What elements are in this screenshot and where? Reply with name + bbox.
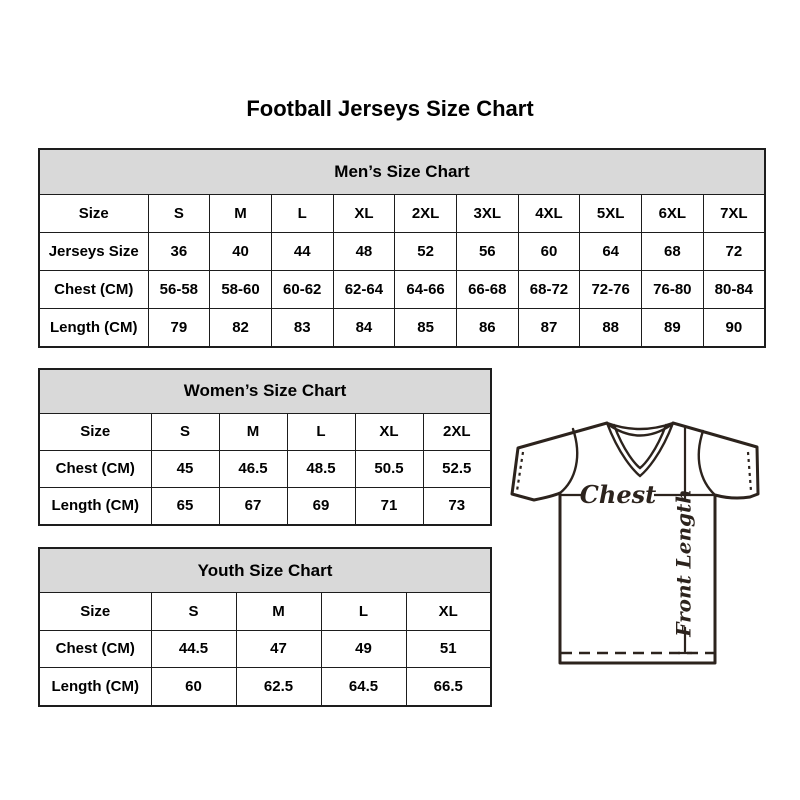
table-title: Men’s Size Chart bbox=[39, 149, 765, 194]
cell-value: 67 bbox=[219, 487, 287, 525]
youth-table bbox=[38, 547, 492, 707]
womens-size-table bbox=[38, 368, 492, 526]
row-label: Chest (CM) bbox=[39, 450, 151, 487]
cell-value: 7XL bbox=[703, 194, 765, 232]
cell-value: 83 bbox=[271, 308, 333, 347]
mens-size-table bbox=[38, 148, 766, 348]
cell-value: 44.5 bbox=[151, 630, 236, 667]
row-label: Chest (CM) bbox=[39, 270, 148, 308]
cell-value: 50.5 bbox=[355, 450, 423, 487]
cell-value: 36 bbox=[148, 232, 210, 270]
cell-value: 87 bbox=[518, 308, 580, 347]
table-title-row bbox=[39, 369, 491, 413]
mens-table bbox=[38, 148, 766, 348]
front-length-measure-label: Front Length bbox=[671, 489, 696, 637]
cell-value: 52 bbox=[395, 232, 457, 270]
cell-value: 72 bbox=[703, 232, 765, 270]
cell-value: 56-58 bbox=[148, 270, 210, 308]
table-row bbox=[39, 668, 491, 707]
cell-value: M bbox=[219, 413, 287, 450]
cell-value: S bbox=[148, 194, 210, 232]
right-armhole-seam bbox=[699, 431, 715, 495]
cell-value: 4XL bbox=[518, 194, 580, 232]
cell-value: 62-64 bbox=[333, 270, 395, 308]
cell-value: 71 bbox=[355, 487, 423, 525]
cell-value: 89 bbox=[642, 308, 704, 347]
cell-value: 69 bbox=[287, 487, 355, 525]
table-row bbox=[39, 232, 765, 270]
cell-value: 72-76 bbox=[580, 270, 642, 308]
cell-value: L bbox=[321, 593, 406, 630]
cell-value: 47 bbox=[236, 630, 321, 667]
cell-value: 80-84 bbox=[703, 270, 765, 308]
cell-value: 48 bbox=[333, 232, 395, 270]
cell-value: 60 bbox=[518, 232, 580, 270]
womens-table bbox=[38, 368, 492, 526]
cell-value: 5XL bbox=[580, 194, 642, 232]
cell-value: 86 bbox=[456, 308, 518, 347]
cell-value: 3XL bbox=[456, 194, 518, 232]
jersey-measurement-diagram bbox=[498, 408, 768, 668]
cell-value: 64-66 bbox=[395, 270, 457, 308]
youth-size-table bbox=[38, 547, 492, 707]
cell-value: 62.5 bbox=[236, 668, 321, 707]
cell-value: 66.5 bbox=[406, 668, 491, 707]
cell-value: 60 bbox=[151, 668, 236, 707]
table-row bbox=[39, 450, 491, 487]
right-sleeve-stitch-line bbox=[748, 452, 751, 491]
table-title: Youth Size Chart bbox=[39, 548, 491, 593]
cell-value: M bbox=[236, 593, 321, 630]
cell-value: XL bbox=[355, 413, 423, 450]
cell-value: 76-80 bbox=[642, 270, 704, 308]
cell-value: 88 bbox=[580, 308, 642, 347]
row-label: Length (CM) bbox=[39, 668, 151, 707]
cell-value: S bbox=[151, 593, 236, 630]
cell-value: 48.5 bbox=[287, 450, 355, 487]
cell-value: 2XL bbox=[395, 194, 457, 232]
chest-measure-label: Chest bbox=[579, 480, 657, 509]
table-row bbox=[39, 413, 491, 450]
cell-value: 60-62 bbox=[271, 270, 333, 308]
cell-value: XL bbox=[333, 194, 395, 232]
jersey-outline bbox=[512, 423, 758, 663]
cell-value: L bbox=[287, 413, 355, 450]
cell-value: 79 bbox=[148, 308, 210, 347]
cell-value: 66-68 bbox=[456, 270, 518, 308]
cell-value: XL bbox=[406, 593, 491, 630]
cell-value: 73 bbox=[423, 487, 491, 525]
cell-value: S bbox=[151, 413, 219, 450]
page-title: Football Jerseys Size Chart bbox=[246, 96, 534, 121]
row-label: Size bbox=[39, 413, 151, 450]
table-row bbox=[39, 593, 491, 630]
left-armhole-seam bbox=[560, 429, 577, 493]
cell-value: 85 bbox=[395, 308, 457, 347]
cell-value: 64.5 bbox=[321, 668, 406, 707]
table-title-row bbox=[39, 548, 491, 593]
cell-value: L bbox=[271, 194, 333, 232]
row-label: Jerseys Size bbox=[39, 232, 148, 270]
cell-value: 56 bbox=[456, 232, 518, 270]
cell-value: 6XL bbox=[642, 194, 704, 232]
row-label: Size bbox=[39, 194, 148, 232]
table-row bbox=[39, 270, 765, 308]
cell-value: 40 bbox=[210, 232, 272, 270]
jersey-diagram-svg bbox=[498, 408, 768, 668]
table-row bbox=[39, 308, 765, 347]
cell-value: 2XL bbox=[423, 413, 491, 450]
cell-value: 49 bbox=[321, 630, 406, 667]
row-label: Length (CM) bbox=[39, 487, 151, 525]
cell-value: 46.5 bbox=[219, 450, 287, 487]
table-title: Women’s Size Chart bbox=[39, 369, 491, 413]
row-label: Size bbox=[39, 593, 151, 630]
cell-value: 65 bbox=[151, 487, 219, 525]
cell-value: 45 bbox=[151, 450, 219, 487]
cell-value: 68 bbox=[642, 232, 704, 270]
cell-value: 52.5 bbox=[423, 450, 491, 487]
table-row bbox=[39, 487, 491, 525]
cell-value: 44 bbox=[271, 232, 333, 270]
cell-value: 82 bbox=[210, 308, 272, 347]
cell-value: 51 bbox=[406, 630, 491, 667]
collar-outline bbox=[607, 423, 673, 476]
cell-value: M bbox=[210, 194, 272, 232]
cell-value: 84 bbox=[333, 308, 395, 347]
row-label: Length (CM) bbox=[39, 308, 148, 347]
table-row bbox=[39, 630, 491, 667]
row-label: Chest (CM) bbox=[39, 630, 151, 667]
table-row bbox=[39, 194, 765, 232]
table-title-row bbox=[39, 149, 765, 194]
cell-value: 64 bbox=[580, 232, 642, 270]
cell-value: 90 bbox=[703, 308, 765, 347]
cell-value: 68-72 bbox=[518, 270, 580, 308]
cell-value: 58-60 bbox=[210, 270, 272, 308]
